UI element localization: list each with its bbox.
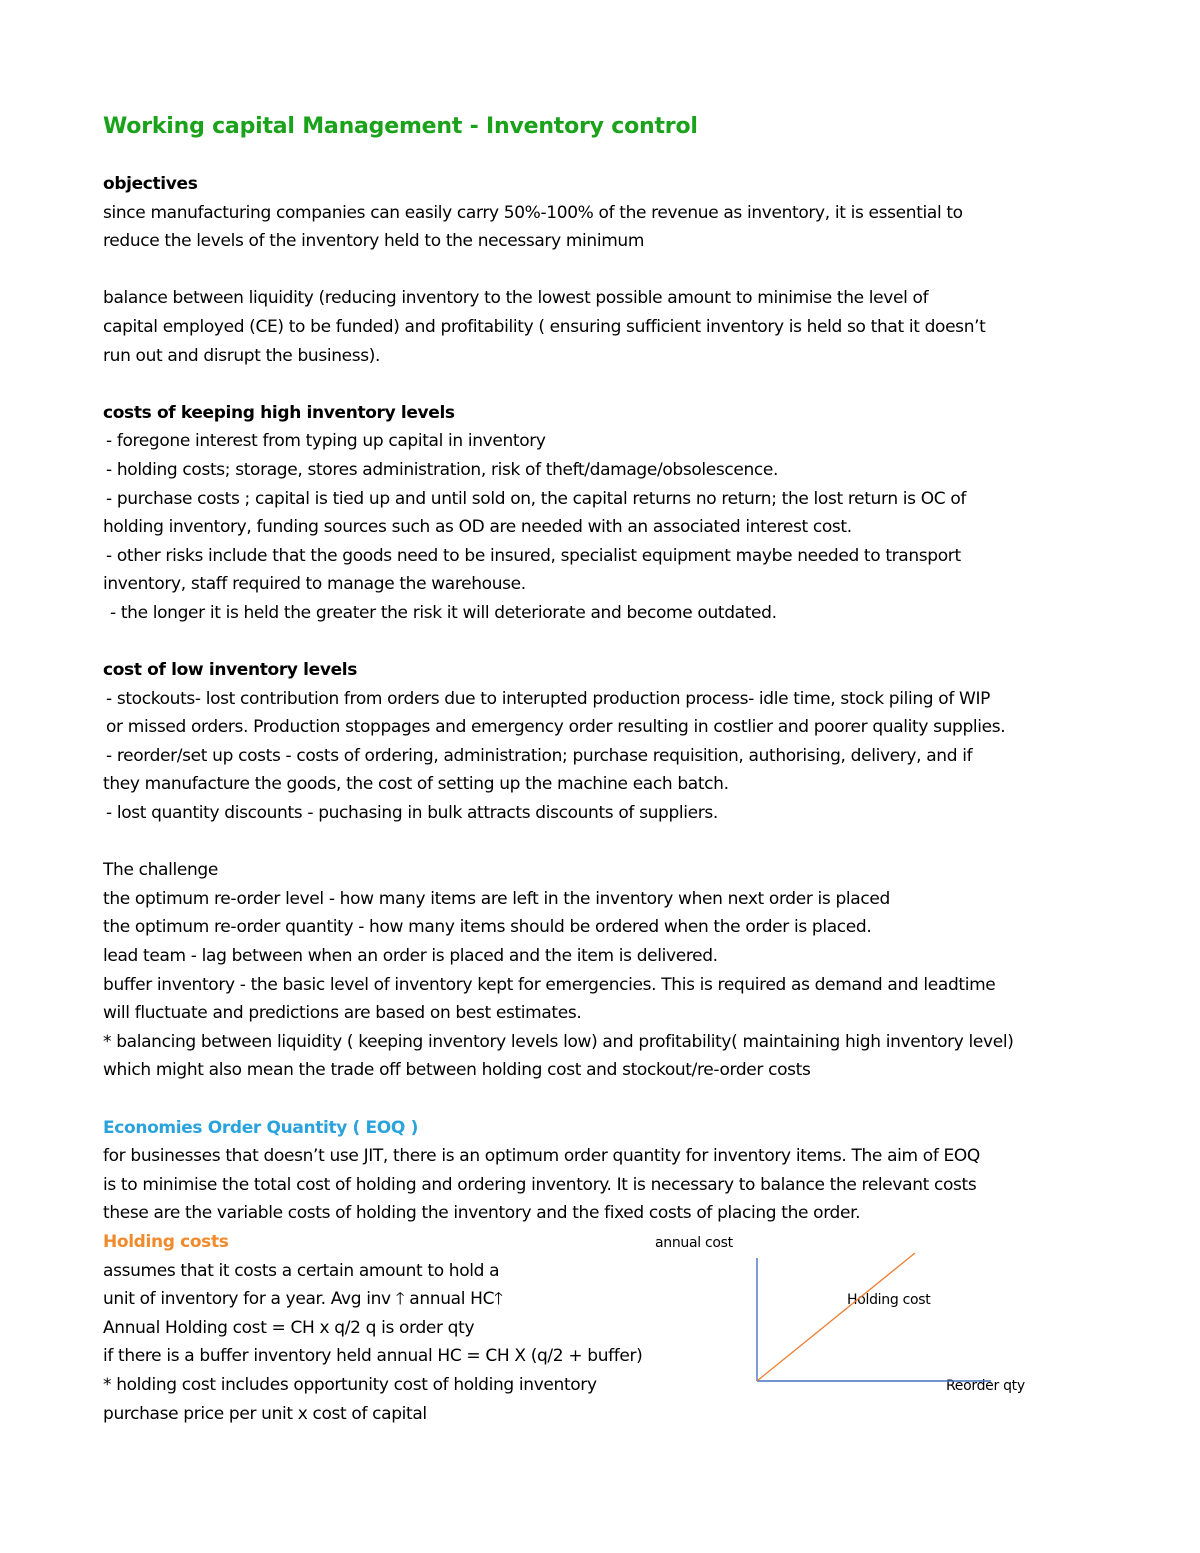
paragraph-line: the optimum re-order level - how many items are left in the inventory when next order is placed [103, 888, 890, 909]
list-item: - other risks include that the goods need to be insured, specialist equipment maybe needed to transport [106, 545, 961, 566]
paragraph-line: for businesses that doesn’t use JIT, there is an optimum order quantity for inventory items. The aim of EOQ [103, 1146, 980, 1167]
list-item-continuation: or missed orders. Production stoppages and emergency order resulting in costlier and poorer quality supplies. [106, 717, 1006, 738]
paragraph-line: * balancing between liquidity ( keeping inventory levels low) and profitability( maintaining high inventory level) [103, 1031, 1014, 1052]
series-label: Holding cost [847, 1292, 931, 1308]
challenge-heading: The challenge [103, 860, 218, 881]
holding-costs-heading: Holding costs [103, 1231, 229, 1252]
paragraph-line: since manufacturing companies can easily carry 50%-100% of the revenue as inventory, it is essential to [103, 202, 963, 223]
low-costs-heading: cost of low inventory levels [103, 660, 357, 681]
holding-cost-line [757, 1253, 915, 1381]
paragraph-line: which might also mean the trade off between holding cost and stockout/re-order costs [103, 1060, 811, 1081]
paragraph-line: unit of inventory for a year. Avg inv 🡑 annual HC🡑 [103, 1289, 503, 1310]
balance-section [103, 284, 1103, 370]
y-axis-label: annual cost [655, 1235, 733, 1251]
high-inventory-costs-section [103, 399, 1103, 628]
objectives-heading: objectives [103, 174, 198, 194]
high-costs-heading: costs of keeping high inventory levels [103, 402, 455, 423]
paragraph-line: if there is a buffer inventory held annual HC = CH X (q/2 + buffer) [103, 1346, 643, 1367]
eoq-heading: Economies Order Quantity ( EOQ ) [103, 1117, 418, 1138]
eoq-section [103, 1114, 1103, 1228]
paragraph-line: lead team - lag between when an order is placed and the item is delivered. [103, 946, 718, 967]
list-item-continuation: they manufacture the goods, the cost of setting up the machine each batch. [103, 774, 729, 795]
list-item: - purchase costs ; capital is tied up and until sold on, the capital returns no return; the lost return is OC of [106, 488, 967, 509]
paragraph-line: * holding cost includes opportunity cost of holding inventory [103, 1374, 597, 1395]
list-item: - holding costs; storage, stores administration, risk of theft/damage/obsolescence. [106, 459, 779, 480]
paragraph-line: run out and disrupt the business). [103, 345, 381, 366]
page-title: Working capital Management - Inventory control [103, 114, 698, 139]
list-item-continuation: inventory, staff required to manage the warehouse. [103, 574, 526, 595]
list-item-continuation: holding inventory, funding sources such as OD are needed with an associated interest cost. [103, 517, 852, 538]
paragraph-line: assumes that it costs a certain amount to hold a [103, 1260, 500, 1281]
list-item: - the longer it is held the greater the risk it will deteriorate and become outdated. [110, 602, 777, 623]
list-item: - foregone interest from typing up capital in inventory [106, 431, 546, 452]
list-item: - reorder/set up costs - costs of ordering, administration; purchase requisition, authorising, delivery, and if [106, 745, 973, 766]
document-page [103, 112, 1103, 1428]
paragraph-line: reduce the levels of the inventory held to the necessary minimum [103, 231, 645, 252]
challenge-section [103, 856, 1103, 1085]
paragraph-line: capital employed (CE) to be funded) and profitability ( ensuring sufficient inventory is held so that it doesn’t [103, 316, 986, 337]
paragraph-line: the optimum re-order quantity - how many items should be ordered when the order is placed. [103, 917, 872, 938]
holding-cost-chart [640, 1232, 1060, 1412]
list-item: - lost quantity discounts - puchasing in bulk attracts discounts of suppliers. [106, 803, 718, 824]
paragraph-line: will fluctuate and predictions are based on best estimates. [103, 1003, 582, 1024]
paragraph-line: Annual Holding cost = CH x q/2 q is order qty [103, 1317, 475, 1338]
chart-plot [640, 1232, 1060, 1412]
objectives-section [103, 170, 1103, 256]
list-item: - stockouts- lost contribution from orders due to interupted production process- idle time, stock piling of WIP [106, 688, 991, 709]
paragraph-line: buffer inventory - the basic level of inventory kept for emergencies. This is required as demand and leadtime [103, 974, 996, 995]
paragraph-line: balance between liquidity (reducing inventory to the lowest possible amount to minimise the level of [103, 288, 929, 309]
paragraph-line: purchase price per unit x cost of capital [103, 1403, 427, 1424]
paragraph-line: these are the variable costs of holding the inventory and the fixed costs of placing the order. [103, 1203, 861, 1224]
x-axis-label: Reorder qty [946, 1378, 1025, 1394]
low-inventory-costs-section [103, 656, 1103, 828]
paragraph-line: is to minimise the total cost of holding and ordering inventory. It is necessary to balance the relevant costs [103, 1174, 977, 1195]
